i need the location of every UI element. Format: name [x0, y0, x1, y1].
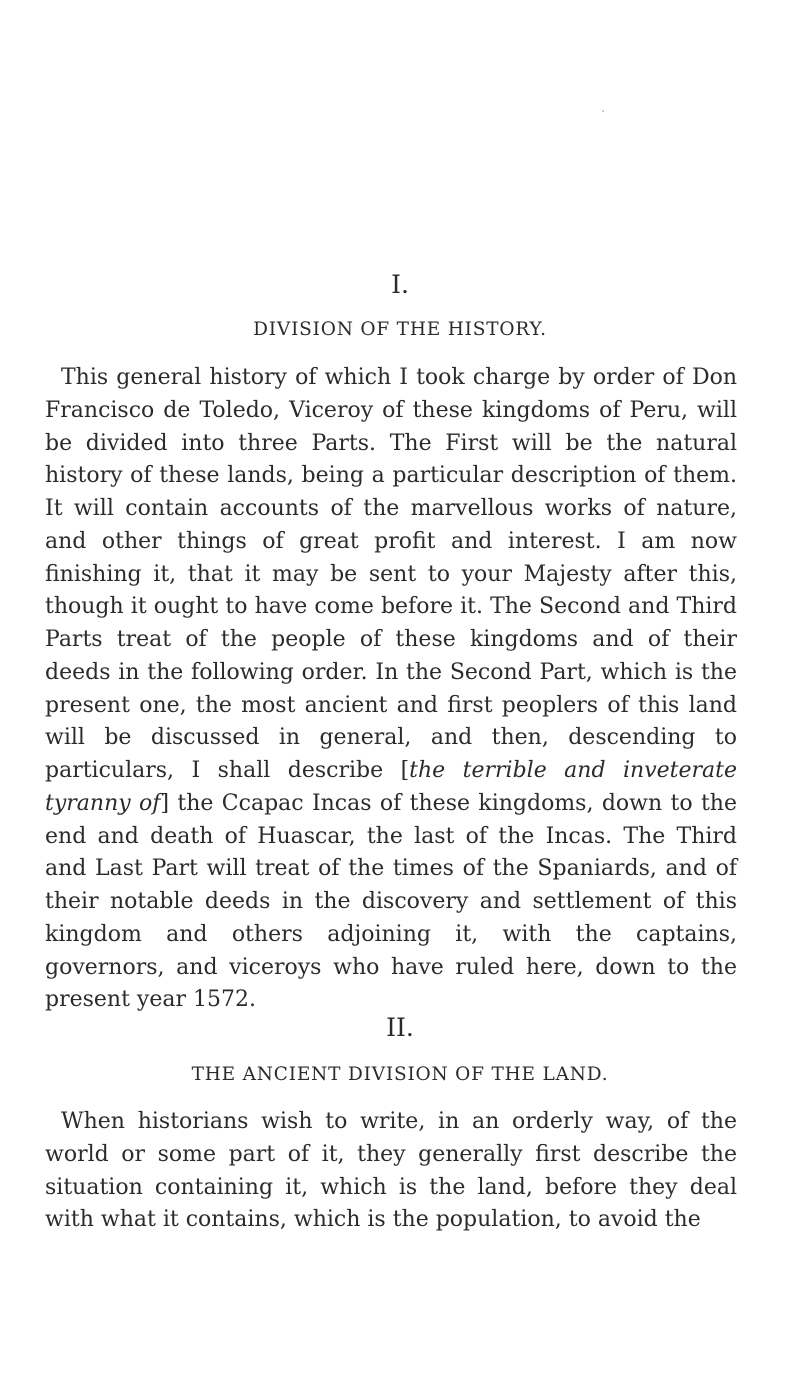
- section-2-numeral: II.: [386, 1013, 414, 1042]
- section-1-numeral: I.: [391, 270, 409, 299]
- section-1-paragraph: [45, 362, 737, 1017]
- section-1-italic-insertion: the terrible and inveterate tyranny of: [45, 758, 738, 816]
- section-1-text-before: This general history of which I took charge by order of Don Francisco de Toledo, Viceroy of these kingdoms of Peru, will be divided into three Parts. The First will be the natural history of these lands, being a particular description of them. It will contain accounts of the marvellous works of nature, and other things of great profit and interest. I am now finishing it, that it may be sent to your Majesty after this, though it ought to have come before it. The Second and Third Parts treat of the people of these kingdoms and of their deeds in the following order. In the Second Part, which is the present one, the most ancient and first peoplers of this land will be discussed in general, and then, descending to particulars, I shall describe: [45, 365, 737, 783]
- editorial-bracket-close: ]: [160, 790, 170, 816]
- editorial-bracket-open: [: [400, 758, 410, 783]
- section-1-heading: DIVISION OF THE HISTORY.: [253, 319, 547, 340]
- section-2-paragraph: When historians wish to write, in an orderly way, of the world or some part of it, they generally first describe the situation containing it, which is the land, before they deal with what it contains, which is the population, to avoid the: [45, 1109, 737, 1233]
- section-1-text-after: the Ccapac Incas of these kingdoms, down to the end and death of Huascar, the last of the Incas. The Third and Last Part will treat of the times of the Spaniards, and of their notable deeds in the discovery and settlement of this kingdom and others adjoining it, with the captains, governors, and viceroys who have ruled here, down to the present year 1572.: [45, 790, 737, 1013]
- paper-speck: [602, 110, 604, 112]
- section-2-heading: THE ANCIENT DIVISION OF THE LAND.: [191, 1064, 609, 1085]
